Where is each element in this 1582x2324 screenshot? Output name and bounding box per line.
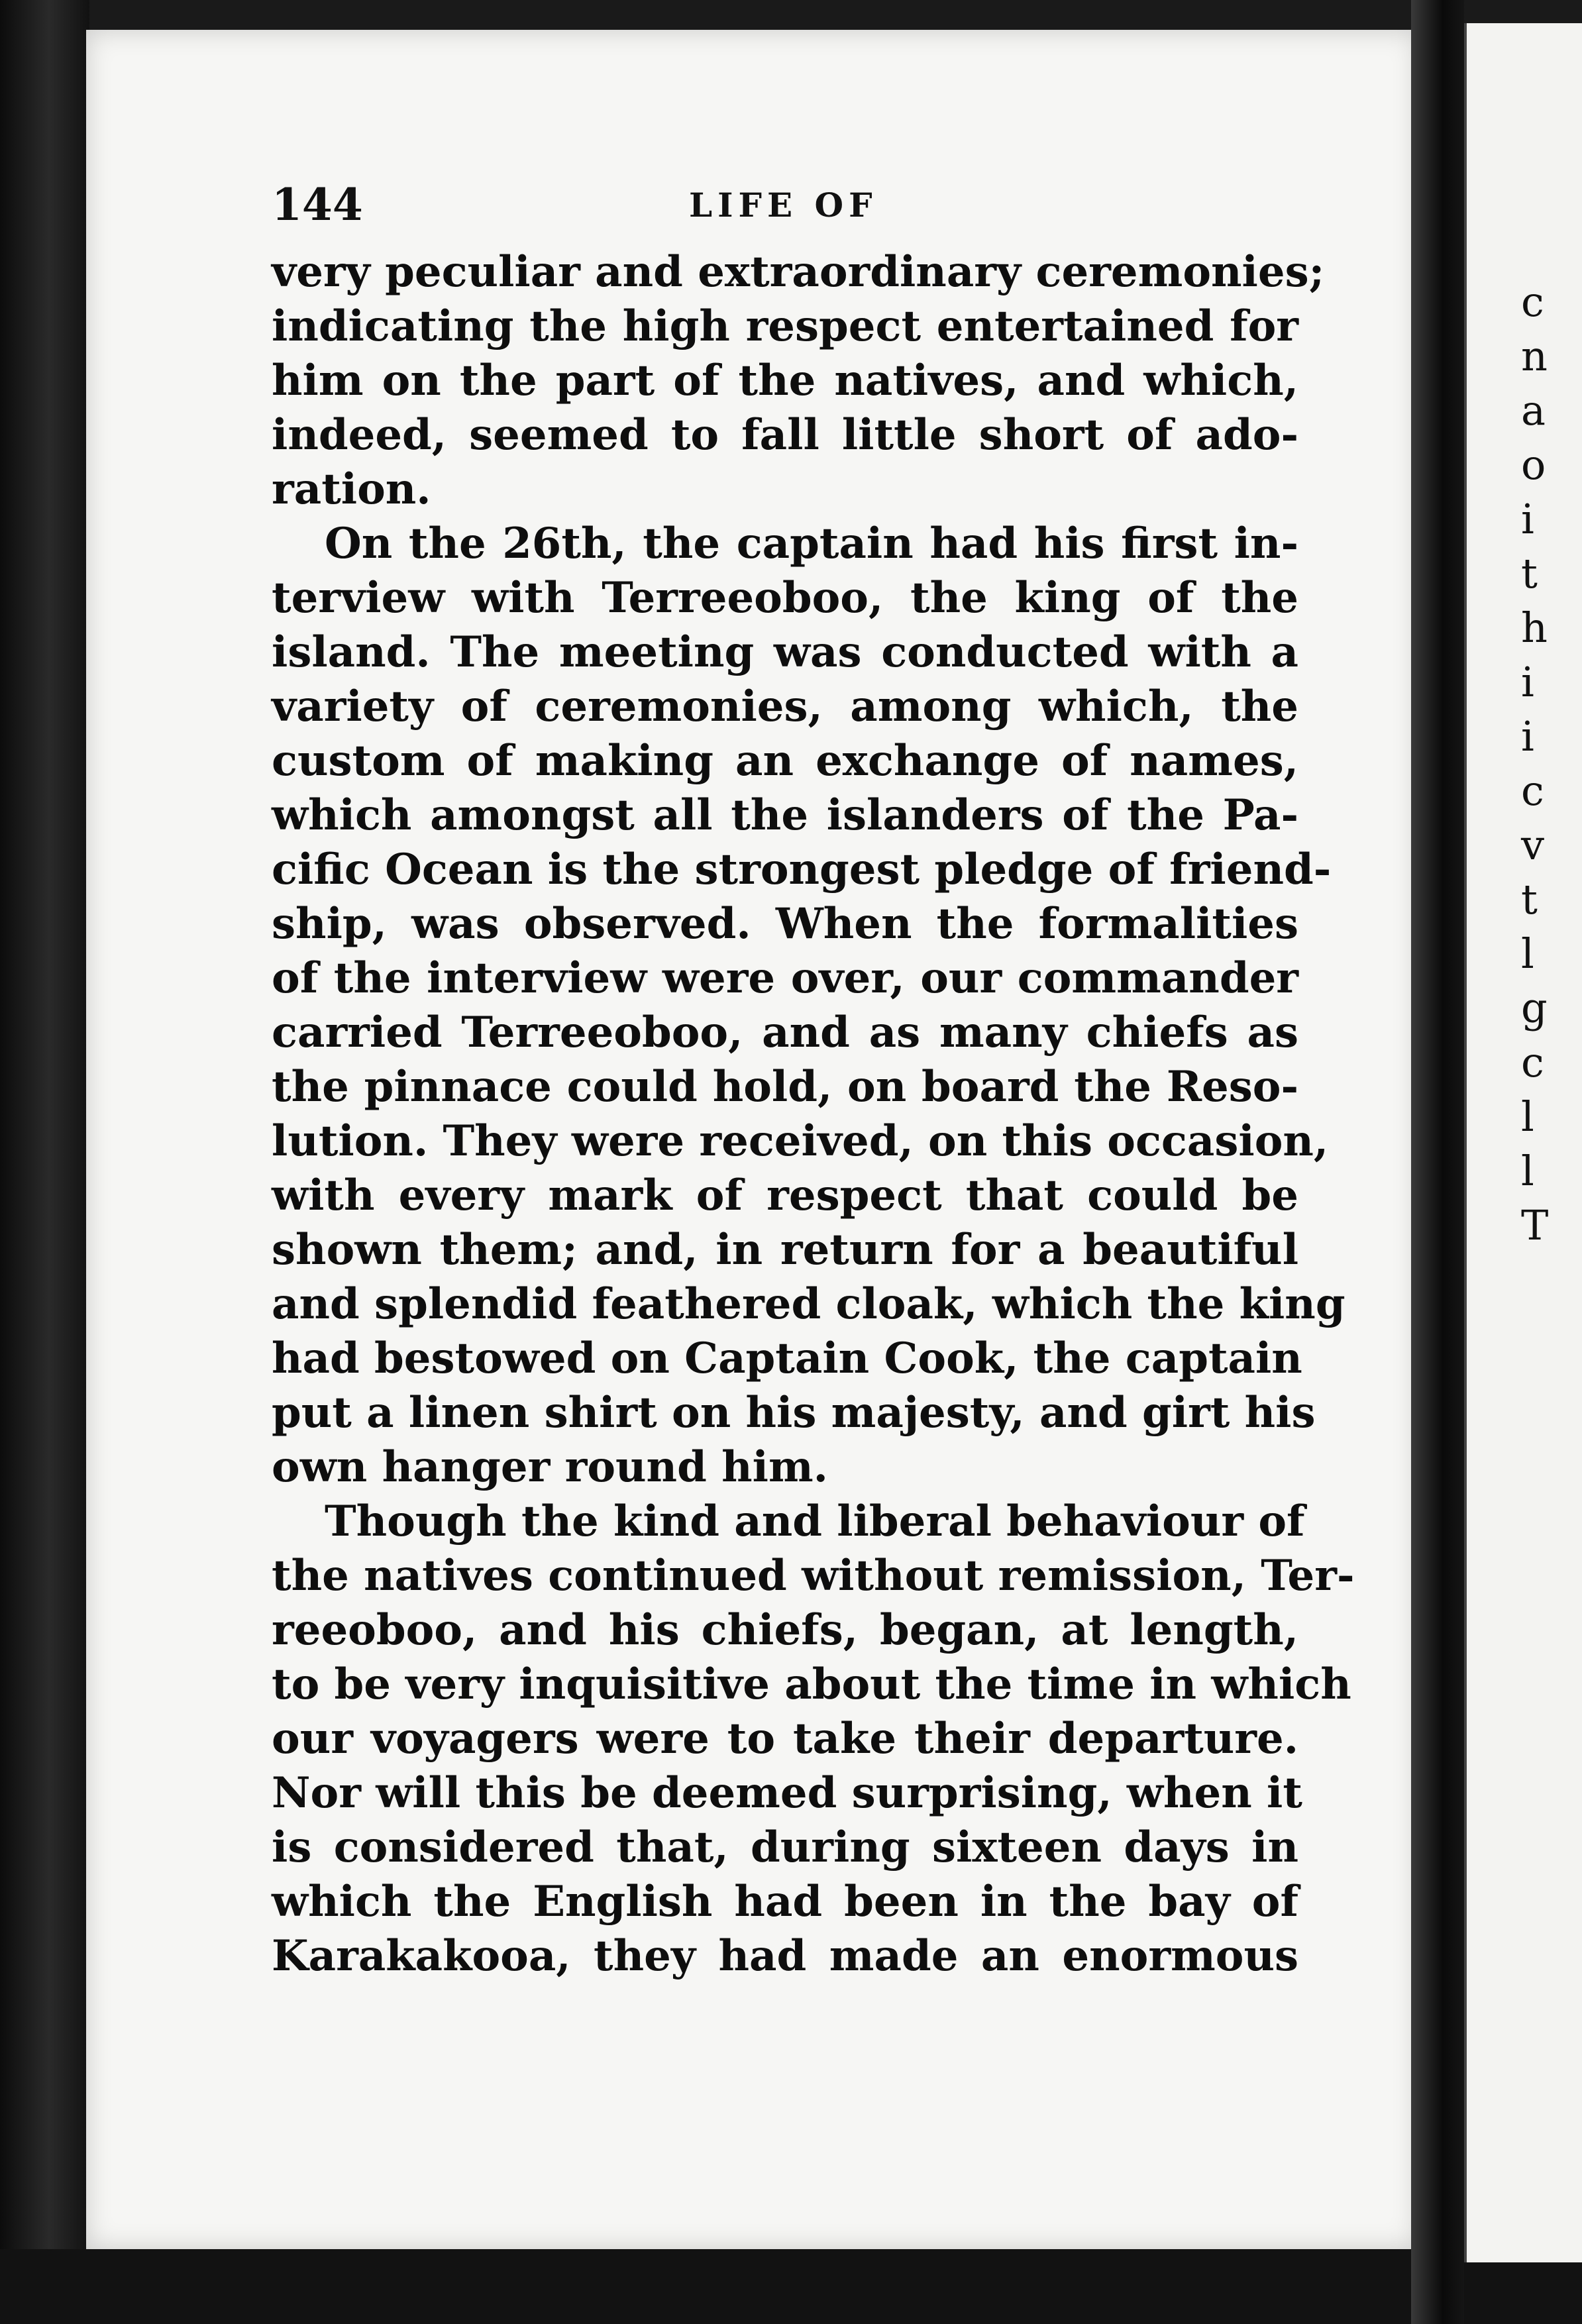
facing-page-letter: c [1521,1038,1544,1086]
scan-background-left [0,0,89,2324]
text-line: terview with Terreeoboo, the king of the [272,573,1298,623]
text-line: with every mark of respect that could be [272,1171,1298,1220]
text-line: of the interview were over, our commander [272,953,1298,1003]
facing-page-letter: n [1521,332,1548,380]
text-line: island. The meeting was conducted with a [272,627,1298,677]
text-line: own hanger round him. [272,1442,828,1492]
facing-page-letter: v [1521,821,1545,869]
text-line: which amongst all the islanders of the Pa- [272,790,1298,840]
text-line: very peculiar and extraordinary ceremonies; [272,247,1325,297]
text-line: put a linen shirt on his majesty, and girt his [272,1388,1316,1438]
facing-page-letter: l [1521,929,1534,978]
facing-page-letter: c [1521,766,1544,815]
text-line: our voyagers were to take their departure. [272,1714,1298,1764]
facing-page-letter: g [1521,984,1548,1032]
paragraph [272,1495,1355,1983]
text-line: and splendid feathered cloak, which the king [272,1279,1345,1329]
text-line: the natives continued without remission, Ter- [272,1551,1355,1601]
text-line: custom of making an exchange of names, [272,736,1298,786]
book-gutter [1411,0,1464,2324]
facing-page-letter: T [1521,1201,1549,1249]
text-line: had bestowed on Captain Cook, the captain [272,1334,1302,1383]
facing-page-letter: o [1521,441,1546,489]
text-line: is considered that, during sixteen days in [272,1822,1298,1872]
text-line: indicating the high respect entertained for [272,301,1298,351]
text-line: Karakakooa, they had made an enormous [272,1931,1298,1981]
facing-page-letter: i [1521,712,1534,761]
facing-page-letter: t [1521,875,1538,924]
scan-background-bottom [0,2249,1582,2324]
body-text [272,245,1355,1983]
facing-page-letter: l [1521,1147,1534,1195]
facing-page [1464,23,1582,2262]
paragraph [272,517,1345,1495]
facing-page-letter: t [1521,549,1538,598]
text-line: the pinnace could hold, on board the Reso- [272,1062,1298,1112]
text-line: indeed, seemed to fall little short of ado- [272,410,1298,460]
text-line: him on the part of the natives, and which, [272,356,1298,405]
text-line: to be very inquisitive about the time in which [272,1660,1351,1709]
page-number: 144 [272,179,363,231]
paragraph [272,245,1325,517]
text-line: Though the kind and liberal behaviour of [325,1497,1305,1546]
facing-page-letter: i [1521,495,1534,543]
text-line: Nor will this be deemed surprising, when it [272,1768,1302,1818]
text-line: cific Ocean is the strongest pledge of friend- [272,845,1332,894]
text-line: On the 26th, the captain had his first in- [325,519,1298,568]
text-line: ship, was observed. When the formalities [272,899,1298,949]
facing-page-letter: a [1521,386,1546,435]
text-line: carried Terreeoboo, and as many chiefs as [272,1008,1298,1057]
text-line: which the English had been in the bay of [272,1877,1298,1927]
text-line: shown them; and, in return for a beautiful [272,1225,1298,1275]
text-line: lution. They were received, on this occasion, [272,1116,1329,1166]
running-title: LIFE OF [689,185,878,225]
text-line: reeoboo, and his chiefs, began, at length, [272,1605,1298,1655]
facing-page-letter: h [1521,604,1548,652]
facing-page-letter: i [1521,658,1534,706]
running-head [272,179,1292,232]
facing-page-letter: l [1521,1092,1534,1141]
text-line: ration. [272,464,431,514]
facing-page-letter: c [1521,278,1544,326]
text-line: variety of ceremonies, among which, the [272,682,1298,731]
